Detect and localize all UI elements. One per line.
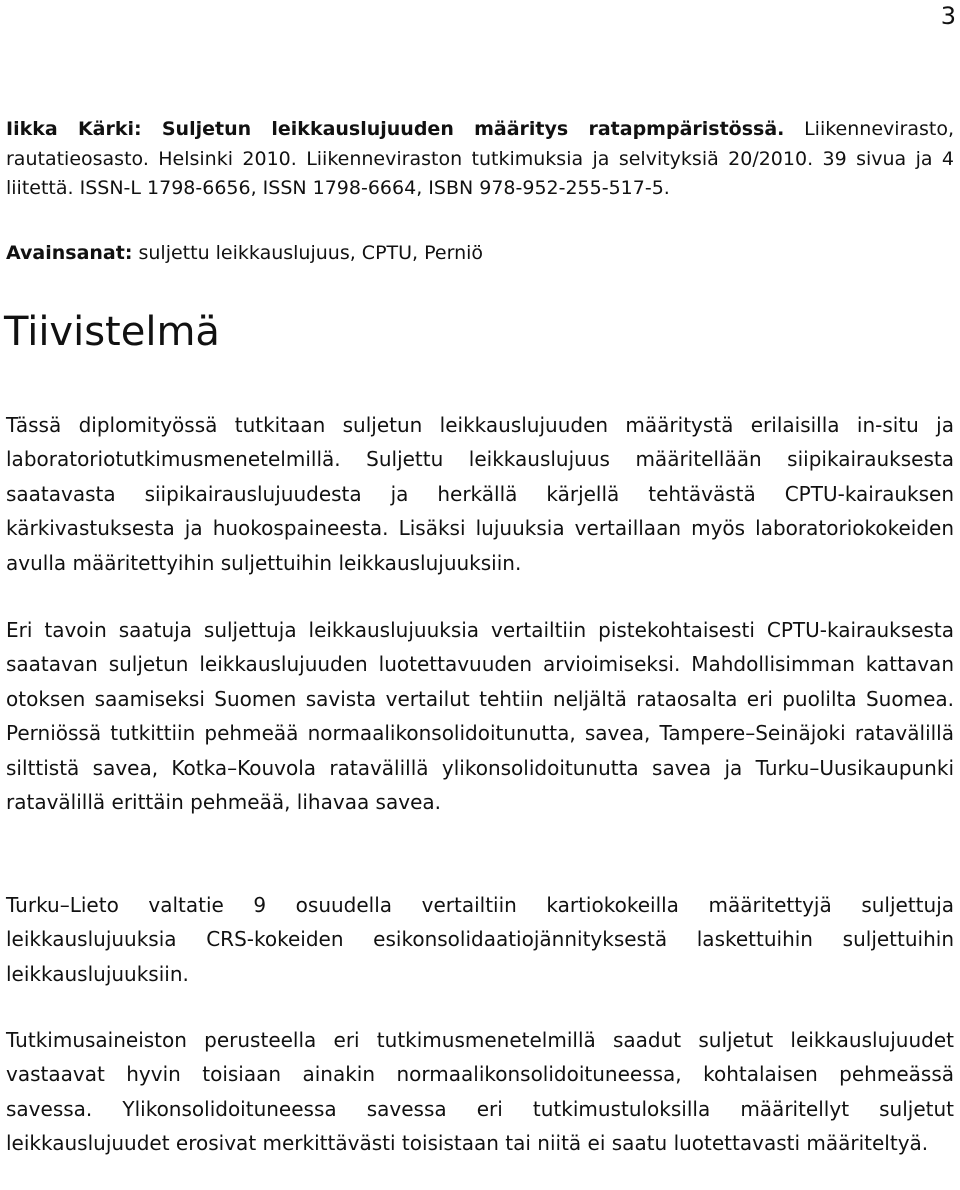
bibliographic-description [6, 115, 954, 204]
publication-details: Liikennevirasto, rautatieosasto. Helsinki 2010. Liikenneviraston tutkimuksia ja selvityksiä 20/2010. 39 sivua ja 4 liitettä. ISSN-L 1798-6656, ISSN 1798-6664, ISBN 978-952-255-517-5. [6, 118, 955, 199]
author-title: Iikka Kärki: Suljetun leikkauslujuuden määritys ratapmpäristössä. [6, 118, 785, 140]
summary-paragraph: Eri tavoin saatuja suljettuja leikkauslujuuksia vertailtiin pistekohtaisesti CPTU-kairauksesta saatavan suljetun leikkauslujuuden luotettavuuden arvioimiseksi. Mahdollisimman kattavan otoksen saamiseksi Suomen savista vertailut tehtiin neljältä rataosalta eri puolilta Suomea. Perniössä tutkittiin pehmeää normaalikonsolidoitunutta, savea, Tampere–Seinäjoki ratavälillä silttistä savea, Kotka–Kouvola ratavälillä ylikonsolidoitunutta savea ja Turku–Uusikaupunki ratavälillä erittäin pehmeää, lihavaa savea. [6, 618, 954, 815]
summary-paragraph: Tutkimusaineiston perusteella eri tutkimusmenetelmillä saadut suljetut leikkauslujuudet vastaavat hyvin toisiaan ainakin normaalikonsolidoituneessa, kohtalaisen pehmeässä savessa. Ylikonsolidoituneessa savessa eri tutkimustuloksilla määritellyt suljetut leikkauslujuudet erosivat merkittävästi toisistaan tai niitä ei saatu luotettavasti määriteltyä. [6, 1028, 954, 1156]
summary-paragraph: Turku–Lieto valtatie 9 osuudella vertailtiin kartiokokeilla määritettyjä suljettuja leikkauslujuuksia CRS-kokeiden esikonsolidaatiojännityksestä laskettuihin suljettuihin leikkauslujuuksiin. [6, 893, 954, 986]
page-heading: Tiivistelmä [4, 309, 220, 355]
keywords [6, 238, 954, 268]
summary-paragraph: Tässä diplomityössä tutkitaan suljetun leikkauslujuuden määritystä erilaisilla in-situ ja laboratoriotutkimusmenetelmillä. Suljettu leikkauslujuus määritellään siipikairauksesta saatavasta siipikairauslujuudesta ja herkällä kärjellä tehtävästä CPTU-kairauksen kärkivastuksesta ja huokospaineesta. Lisäksi lujuuksia vertaillaan myös laboratoriokokeiden avulla määritettyihin suljettuihin leikkauslujuuksiin. [6, 413, 954, 575]
keywords-value: suljettu leikkauslujuus, CPTU, Perniö [132, 242, 484, 264]
page-number: 3 [940, 2, 956, 30]
keywords-label: Avainsanat: [6, 242, 133, 264]
